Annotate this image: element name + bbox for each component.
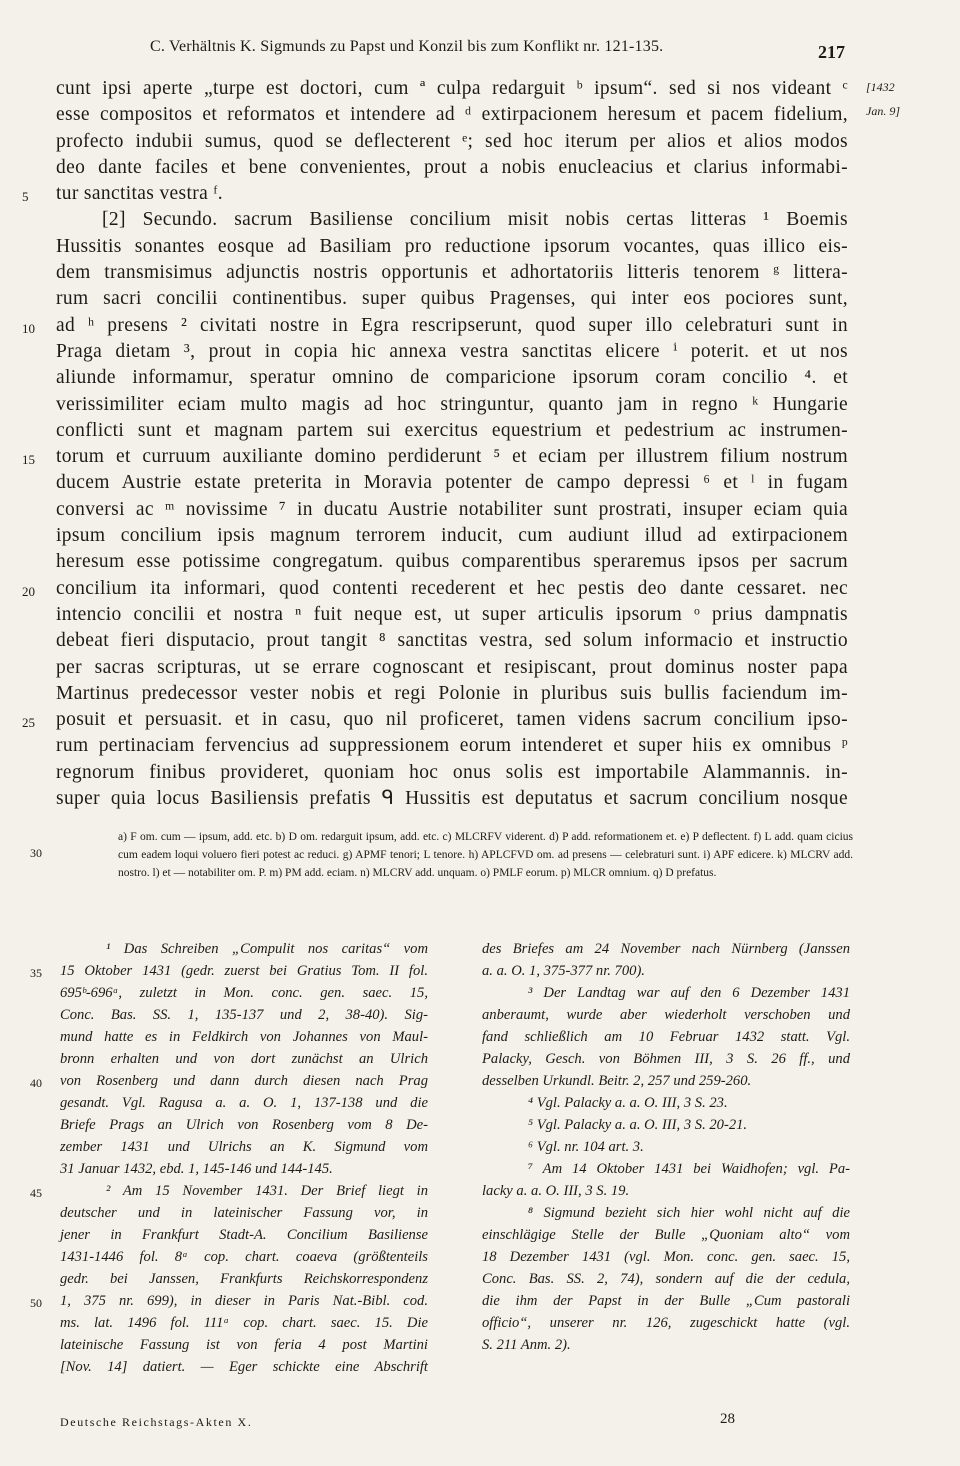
footnote-line-text: gedr. bei Janssen, Frankfurts Reichskorrespondenz bbox=[60, 1271, 428, 1287]
main-text-line-text: regnorum finibus provideret, quoniam hoc onus solis est importabile Alammannis. in- bbox=[56, 761, 848, 783]
critical-apparatus bbox=[30, 828, 853, 882]
footnote-line bbox=[482, 1026, 850, 1048]
line-number: 5 bbox=[22, 189, 29, 205]
line-number: 25 bbox=[22, 715, 35, 731]
running-title: C. Verhältnis K. Sigmunds zu Papst und Konzil bis zum Konflikt nr. 121-135. bbox=[150, 38, 664, 55]
sheet-signature: 28 bbox=[720, 1411, 735, 1427]
main-text-line bbox=[56, 392, 848, 418]
main-text-line bbox=[56, 129, 848, 155]
main-text-line-text: esse compositos et reformatos et intendere ad ᵈ extirpacionem heresum et pacem fidelium, bbox=[56, 104, 848, 126]
footnote-line bbox=[60, 1136, 428, 1158]
footnote-line bbox=[482, 1114, 850, 1136]
main-text-line bbox=[56, 549, 848, 575]
line-number: 40 bbox=[30, 1076, 42, 1090]
main-text-line-text: tur sanctitas vestra ᶠ. bbox=[56, 183, 223, 205]
main-text-line bbox=[56, 733, 848, 759]
footnote-line bbox=[482, 1224, 850, 1246]
footnote-line bbox=[60, 1268, 428, 1290]
main-text-line-text: ducem Austrie estate preterita in Moravia potenter de campo depressi ⁶ et ˡ in fugam bbox=[56, 472, 848, 494]
footnote-line-text: ⁸ Sigmund bezieht sich hier wohl nicht auf die bbox=[528, 1205, 850, 1221]
main-text-line-text: super quia locus Basiliensis prefatis ᑫ Hussitis est deputatus et sacrum concilium nosque bbox=[56, 788, 848, 810]
footnote-line-text: ² Am 15 November 1431. Der Brief liegt in bbox=[106, 1183, 428, 1199]
main-text-line bbox=[56, 655, 848, 681]
footnote-line-text: des Briefes am 24 November nach Nürnberg (Janssen bbox=[482, 941, 850, 957]
footnote-line bbox=[482, 1136, 850, 1158]
footnote-line bbox=[482, 1070, 850, 1092]
footnote-line bbox=[482, 960, 850, 982]
footnote-line-text: Palacky, Gesch. von Böhmen III, 3 S. 26 ff., und bbox=[482, 1051, 850, 1067]
footnote-line bbox=[482, 1092, 850, 1114]
line-number: 30 bbox=[30, 846, 42, 860]
footnote-line bbox=[482, 1312, 850, 1334]
footnote-line-text: ³ Der Landtag war auf den 6 Dezember 1431 bbox=[528, 985, 850, 1001]
main-text-line bbox=[56, 102, 848, 128]
main-text-line-text: Hussitis sonantes eosque ad Basiliam pro reductione ipsorum vocantes, quas illico eis- bbox=[56, 235, 848, 257]
main-text-line bbox=[56, 418, 848, 444]
apparatus-text: a) F om. cum — ipsum, add. etc. b) D om. redarguit ipsum, add. etc. c) MLCRFV viderent. d) P add. reformationem et. e) P deflectent. f) L add. quam cicius cum eadem loqui voluero fieri potest ac reduci. g) APMF tenori; L tenore. h) APLCFVD om. ad presens — celebraturi sunt. i) APF edicere. k) MLCRV add. nostro. l) et — notabiliter om. P. m) PM add. eciam. n) MLCRV add. unquam. o) PMLF eorum. p) MLCR omnium. q) D prefatus. bbox=[118, 831, 853, 879]
footnote-line-text: a. a. O. 1, 375-377 nr. 700). bbox=[482, 963, 645, 979]
series-title: Deutsche Reichstags-Akten X. bbox=[60, 1415, 253, 1429]
footnote-line bbox=[482, 1048, 850, 1070]
footnote-line bbox=[30, 1070, 428, 1092]
footnote-line-text: desselben Urkundl. Beitr. 2, 257 und 259-260. bbox=[482, 1073, 752, 1089]
footnote-line-text: ms. lat. 1496 fol. 111ᵃ cop. chart. saec. 15. Die bbox=[60, 1315, 428, 1331]
footnote-line bbox=[60, 1202, 428, 1224]
footnote-line-text: 15 Oktober 1431 (gedr. zuerst bei Gratius Tom. II fol. bbox=[60, 963, 428, 979]
footnote-line-text: die ihm der Papst in der Bulle „Cum pastorali bbox=[482, 1293, 850, 1309]
main-text-block bbox=[22, 76, 848, 812]
footnote-line bbox=[60, 1334, 428, 1356]
main-text-line-text: Praga dietam ³, prout in copia hic annexa vestra sanctitas elicere ⁱ poterit. et ut nos bbox=[56, 340, 848, 362]
footnote-line-text: ¹ Das Schreiben „Compulit nos caritas“ vom bbox=[106, 941, 428, 957]
main-text-line bbox=[56, 260, 848, 286]
footnote-line-text: lacky a. a. O. III, 3 S. 19. bbox=[482, 1183, 630, 1199]
main-text-line bbox=[56, 760, 848, 786]
footnote-line bbox=[60, 1092, 428, 1114]
footnote-line-text: officio“, unserer nr. 126, zugeschickt hatte (vgl. bbox=[482, 1315, 850, 1331]
main-text-line bbox=[56, 207, 848, 233]
main-text-line bbox=[22, 313, 848, 339]
footnote-line bbox=[30, 1180, 428, 1202]
main-text-line bbox=[56, 470, 848, 496]
footnote-line bbox=[60, 1246, 428, 1268]
footnote-line-text: 1, 375 nr. 699), in dieser in Paris Nat.-Bibl. cod. bbox=[60, 1293, 428, 1309]
footnote-line bbox=[482, 1290, 850, 1312]
footnote-line-text: einschlägige Stelle der Bulle „Quoniam alto“ vom bbox=[482, 1227, 850, 1243]
main-text-line-text: cunt ipsi aperte „turpe est doctori, cum ª culpa redarguit ᵇ ipsum“. sed si nos videant ᶜ bbox=[56, 78, 848, 99]
footnote-line-text: ⁴ Vgl. Palacky a. a. O. III, 3 S. 23. bbox=[528, 1095, 728, 1111]
footnote-line-text: deutscher und in lateinischer Fassung vor, in bbox=[60, 1205, 428, 1221]
footnote-line bbox=[60, 938, 428, 960]
footnote-line bbox=[30, 960, 428, 982]
footnote-line bbox=[60, 982, 428, 1004]
footnote-line-text: Conc. Bas. SS. 1, 135-137 und 2, 38-40). Sig- bbox=[60, 1007, 428, 1023]
footnote-line-text: zember 1431 und Ulrichs an K. Sigmund vom bbox=[60, 1139, 428, 1155]
footnotes-left-column bbox=[30, 938, 428, 1378]
footnote-line-text: 695ᵇ-696ᵃ, zuletzt in Mon. conc. gen. saec. 15, bbox=[60, 985, 428, 1001]
footnote-line-text: Briefe Prags an Ulrich von Rosenberg vom 8 De- bbox=[60, 1117, 428, 1133]
main-text-line bbox=[56, 681, 848, 707]
footnote-line-text: ⁵ Vgl. Palacky a. a. O. III, 3 S. 20-21. bbox=[528, 1117, 748, 1133]
footnote-line-text: [Nov. 14] datiert. — Eger schickte eine Abschrift bbox=[60, 1359, 428, 1375]
line-number: 10 bbox=[22, 320, 35, 336]
footnote-line bbox=[482, 1246, 850, 1268]
footnote-line bbox=[482, 1158, 850, 1180]
footnote-line-text: 31 Januar 1432, ebd. 1, 145-146 und 144-145. bbox=[60, 1161, 333, 1177]
main-text-line-text: deo dante faciles et bene convenientes, prout a nobis enucleacius et clarius informabi- bbox=[56, 156, 848, 178]
footnote-line-text: 1431-1446 fol. 8ᵃ cop. chart. coaeva (größtenteils bbox=[60, 1249, 428, 1265]
main-text-line-text: conversi ac ᵐ novissime ⁷ in ducatu Austrie notabiliter sunt prostrati, insuper eciam quia bbox=[56, 498, 848, 520]
main-text-line bbox=[22, 444, 848, 470]
footnote-line-text: Conc. Bas. SS. 2, 74), sondern auf die der cedula, bbox=[482, 1271, 850, 1287]
footnote-line bbox=[60, 1048, 428, 1070]
main-text-line bbox=[22, 181, 848, 207]
line-number: 35 bbox=[30, 966, 42, 980]
line-number: 20 bbox=[22, 583, 35, 599]
footnote-line bbox=[60, 1312, 428, 1334]
main-text-line bbox=[56, 497, 848, 523]
footnote-line bbox=[60, 1224, 428, 1246]
main-text-line bbox=[22, 576, 848, 602]
footnote-line-text: von Rosenberg und dann durch diesen nach Prag bbox=[60, 1073, 428, 1089]
footnote-line-text: anberaumt, wurde aber wiederholt verschoben und bbox=[482, 1007, 850, 1023]
footnote-line-text: 18 Dezember 1431 (vgl. Mon. conc. gen. saec. 15, bbox=[482, 1249, 850, 1265]
footnote-line bbox=[60, 1158, 428, 1180]
main-text-line-text: verissimiliter eciam multo magis ad hoc stringuntur, quanto jam in regno ᵏ Hungarie bbox=[56, 393, 848, 415]
footnote-line bbox=[482, 1334, 850, 1356]
footnote-line bbox=[60, 1026, 428, 1048]
main-text-line bbox=[56, 365, 848, 391]
main-text-line bbox=[56, 234, 848, 260]
main-text-line-text: heresum esse potissime congregatum. quibus comparentibus speraremus ipsos per sacrum bbox=[56, 551, 848, 573]
main-text-line-text: rum pertinaciam fervencius ad suppressionem eorum intenderet et super hiis ex omnibus ᵖ bbox=[56, 735, 848, 757]
main-text-line-text: concilium ita informari, quod contenti recederent et hec pestis deo dante cessaret. nec bbox=[56, 577, 848, 599]
main-text-line-text: ipsum concilium ipsis magnum terrorem inducit, cum audiunt illud ad extirpacionem bbox=[56, 525, 848, 547]
page-number: 217 bbox=[818, 42, 845, 62]
main-text-line-text: Martinus predecessor vester nobis et regi Polonie in pluribus suis bullis faciendum im- bbox=[56, 682, 848, 704]
main-text-line-text: debeat fieri disputacio, prout tangit ⁸ sanctitas vestra, sed solum informacio et instructio bbox=[56, 630, 848, 652]
main-text-line bbox=[22, 707, 848, 733]
footnote-line-text: jener in Frankfurt Stadt-A. Concilium Basiliense bbox=[60, 1227, 428, 1243]
main-text-line-text: dem transmisimus adjunctis nostris opportunis et adhortatoriis litteris tenorem ᵍ littera- bbox=[56, 262, 848, 284]
footnote-line bbox=[482, 982, 850, 1004]
main-text-line-text: aliunde informamur, speratur omnino de comparicione ipsorum coram concilio ⁴. et bbox=[56, 367, 848, 389]
footnote-line-text: lateinische Fassung ist von feria 4 post Martini bbox=[60, 1337, 428, 1353]
main-text-line-text: profecto indubii sumus, quod se deflecterent ᵉ; sed hoc iterum per alios et alios modos bbox=[56, 130, 848, 152]
footnote-line bbox=[60, 1004, 428, 1026]
main-text-line bbox=[56, 286, 848, 312]
main-text-line-text: per sacras scripturas, ut se errare cognoscant et resipiscant, prout dominus noster papa bbox=[56, 656, 848, 678]
footnote-line-text: ⁷ Am 14 Oktober 1431 bei Waidhofen; vgl. Pa- bbox=[528, 1161, 850, 1177]
main-text-line-text: [2] Secundo. sacrum Basiliense concilium misit nobis certas litteras ¹ Boemis bbox=[102, 209, 848, 231]
main-text-line-text: ad ʰ presens ² civitati nostre in Egra rescripserunt, quod super illo celebraturi sunt in bbox=[56, 314, 848, 336]
main-text-line bbox=[56, 155, 848, 181]
line-number: 15 bbox=[22, 452, 35, 468]
footnote-line-text: fand schließlich am 10 Februar 1432 statt. Vgl. bbox=[482, 1029, 850, 1045]
footnote-line-text: bronn erhalten und von dort zunächst an Ulrich bbox=[60, 1051, 428, 1067]
footnote-line bbox=[60, 1114, 428, 1136]
margin-date-note: Jan. 9] bbox=[866, 104, 900, 118]
main-text-line-text: intencio concilii et nostra ⁿ fuit neque est, ut super articulis ipsorum ᵒ prius dampnatis bbox=[56, 603, 848, 625]
main-text-line-text: posuit et persuasit. et in casu, quo nil proficeret, tamen videns sacrum concilium ipso- bbox=[56, 709, 848, 731]
footnote-line bbox=[30, 1290, 428, 1312]
main-text-line bbox=[56, 339, 848, 365]
main-text-line bbox=[56, 523, 848, 549]
footnote-line bbox=[482, 1180, 850, 1202]
main-text-line bbox=[56, 628, 848, 654]
footnote-line-text: ⁶ Vgl. nr. 104 art. 3. bbox=[528, 1139, 644, 1155]
footnote-line-text: gesandt. Vgl. Ragusa a. a. O. 1, 137-138 und die bbox=[60, 1095, 428, 1111]
main-text-line bbox=[56, 76, 848, 102]
footnote-line-text: S. 211 Anm. 2). bbox=[482, 1337, 571, 1353]
line-number: 45 bbox=[30, 1186, 42, 1200]
line-number: 50 bbox=[30, 1296, 42, 1310]
main-text-line-text: rum sacri concilii continentibus. super quibus Pragenses, qui inter eos pociores sunt, bbox=[56, 288, 848, 310]
main-text-line bbox=[56, 602, 848, 628]
footnote-line bbox=[482, 1268, 850, 1290]
main-text-line-text: conflicti sunt et magnam partem sui exercitus equestrium et pedestrium ac instrumen- bbox=[56, 419, 848, 441]
main-text-line-text: torum et curruum auxiliante domino perdiderunt ⁵ et eciam per illustrem filium nostrum bbox=[56, 446, 848, 468]
footnote-line bbox=[482, 1202, 850, 1224]
footnote-line bbox=[482, 1004, 850, 1026]
footnote-line bbox=[60, 1356, 428, 1378]
main-text-line bbox=[56, 786, 848, 812]
footnotes-right-column bbox=[482, 938, 850, 1356]
footnote-line-text: mund hatte es in Feldkirch von Johannes von Maul- bbox=[60, 1029, 428, 1045]
margin-date-note: [1432 bbox=[866, 80, 895, 94]
footnote-line bbox=[482, 938, 850, 960]
